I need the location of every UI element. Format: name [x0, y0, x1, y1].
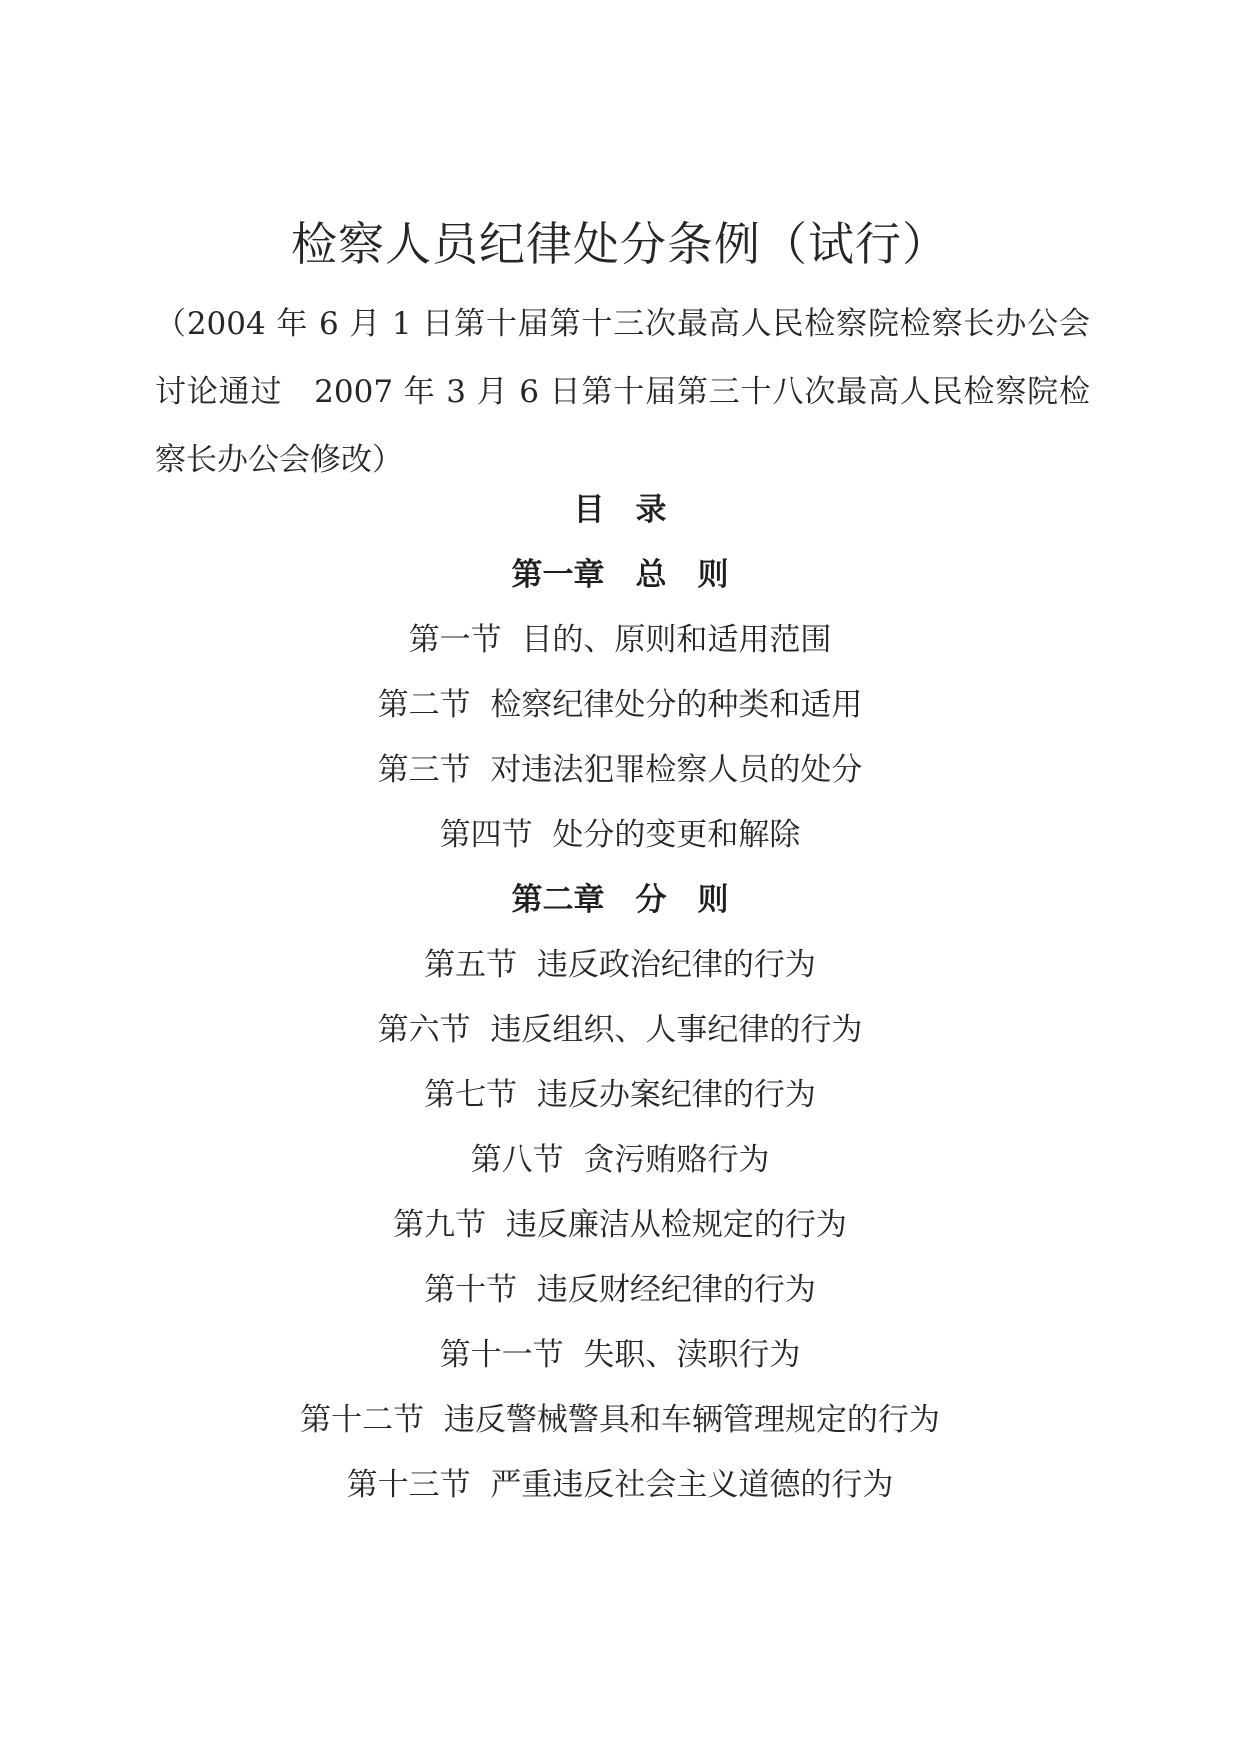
toc-section-13: 第十三节 严重违反社会主义道德的行为	[346, 1467, 894, 1503]
table-of-contents	[0, 478, 1240, 1518]
document-subtitle: （2004 年 6 月 1 日第十届第十三次最高人民检察院检察长办公会讨论通过 2007 年 3 月 6 日第十届第三十八次最高人民检察院检察长办公会修改）	[155, 306, 1090, 478]
toc-section-3: 第三节 对违法犯罪检察人员的处分	[377, 752, 863, 788]
toc-chapter-1: 第一章 总 则	[511, 557, 729, 593]
toc-section-2: 第二节 检察纪律处分的种类和适用	[377, 687, 863, 723]
toc-section-10: 第十节 违反财经纪律的行为	[424, 1272, 816, 1308]
toc-section-6: 第六节 违反组织、人事纪律的行为	[377, 1012, 863, 1048]
toc-section-8: 第八节 贪污贿赂行为	[470, 1142, 770, 1178]
toc-section-5: 第五节 违反政治纪律的行为	[424, 947, 816, 983]
toc-section-1: 第一节 目的、原则和适用范围	[408, 622, 832, 658]
toc-section-12: 第十二节 违反警械警具和车辆管理规定的行为	[300, 1402, 940, 1438]
toc-heading: 目 录	[573, 492, 667, 528]
toc-section-11: 第十一节 失职、渎职行为	[439, 1337, 801, 1373]
document-title: 检察人员纪律处分条例（试行）	[291, 217, 949, 271]
toc-section-9: 第九节 违反廉洁从检规定的行为	[393, 1207, 847, 1243]
toc-section-4: 第四节 处分的变更和解除	[439, 817, 801, 853]
toc-section-7: 第七节 违反办案纪律的行为	[424, 1077, 816, 1113]
toc-chapter-2: 第二章 分 则	[511, 882, 729, 918]
